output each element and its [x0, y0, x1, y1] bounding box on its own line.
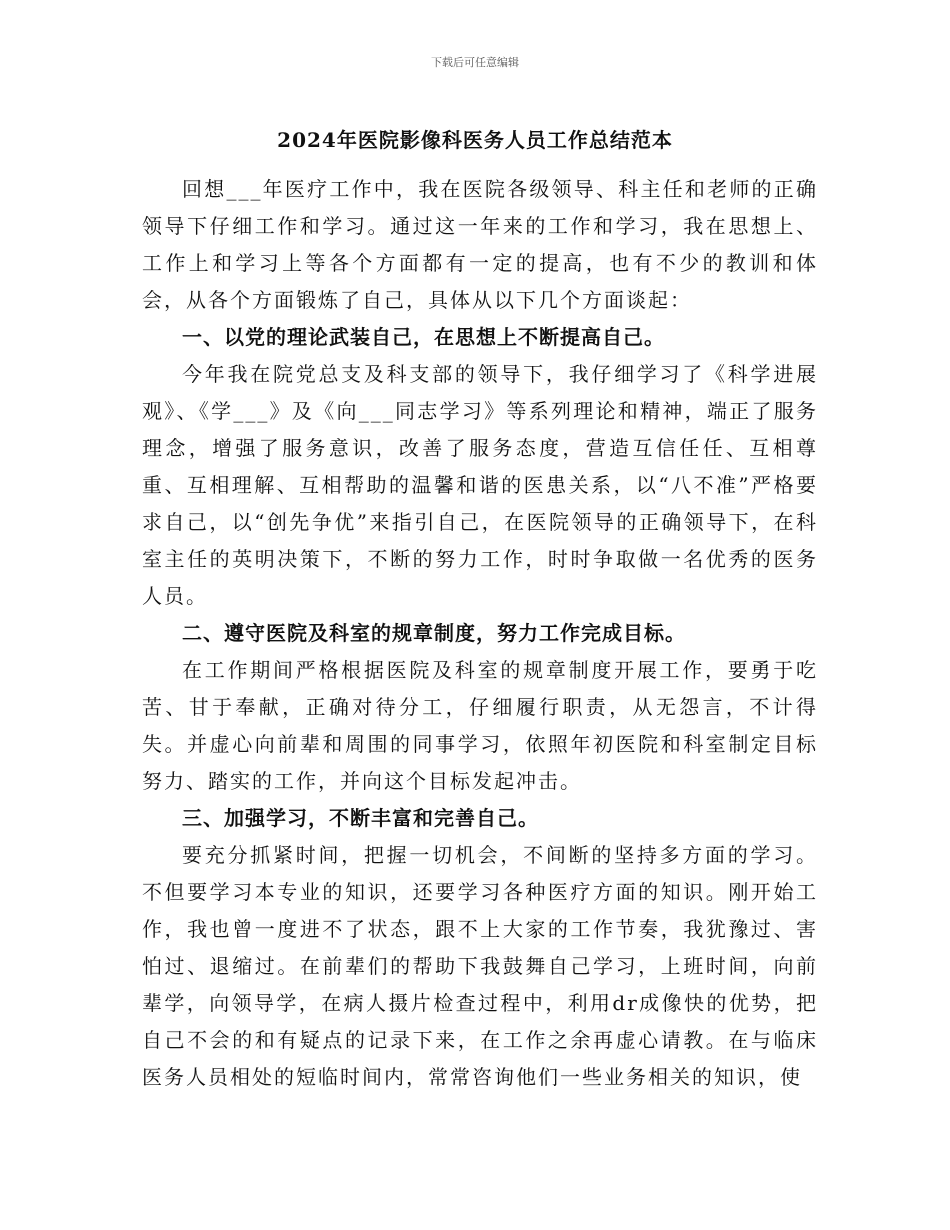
header-note: 下载后可任意编辑	[431, 56, 519, 69]
document-title: 2024年医院影像科医务人员工作总结范本	[277, 128, 673, 152]
section-paragraph-1: 今年我在院党总支及科支部的领导下，我仔细学习了《科学进展观》、《学___》及《向___同志学习》等系列理论和精神，端正了服务理念，增强了服务意识，改善了服务态度，营造互信任任、互相尊重、互相理解、互相帮助的温馨和谐的医患关系，以“八不准”严格要求自己，以“创先争优”来指引自己，在医院领导的正确领导下，在科室主任的英明决策下，不断的努力工作，时时争取做一名优秀的医务人员。	[142, 362, 818, 608]
section-paragraph-3: 要充分抓紧时间，把握一切机会，不间断的坚持多方面的学习。不但要学习本专业的知识，还要学习各种医疗方面的知识。刚开始工作，我也曾一度进不了状态，跟不上大家的工作节奏，我犹豫过、害怕过、退缩过。在前辈们的帮助下我鼓舞自己学习，上班时间，向前辈学，向领导学，在病人摄片检查过程中，利用dr成像快的优势，把自己不会的和有疑点的记录下来，在工作之余再虚心请教。在与临床医务人员相处的短临时间内，常常咨询他们一些业务相关的知识，使	[142, 843, 818, 1089]
section-heading-1: 一、以党的理论武装自己，在思想上不断提高自己。	[182, 325, 665, 349]
intro-paragraph: 回想___年医疗工作中，我在医院各级领导、科主任和老师的正确领导下仔细工作和学习。通过这一年来的工作和学习，我在思想上、工作上和学习上等各个方面都有一定的提高，也有不少的教训和体会，从各个方面锻炼了自己，具体从以下几个方面谈起：	[142, 177, 818, 312]
section-heading-2: 二、遵守医院及科室的规章制度，努力工作完成目标。	[182, 621, 686, 645]
section-heading-3: 三、加强学习，不断丰富和完善自己。	[182, 806, 539, 830]
section-paragraph-2: 在工作期间严格根据医院及科室的规章制度开展工作，要勇于吃苦、甘于奉献，正确对待分工，仔细履行职责，从无怨言，不计得失。并虚心向前辈和周围的同事学习，依照年初医院和科室制定目标努力、踏实的工作，并向这个目标发起冲击。	[142, 658, 818, 793]
document-body	[142, 171, 818, 1096]
